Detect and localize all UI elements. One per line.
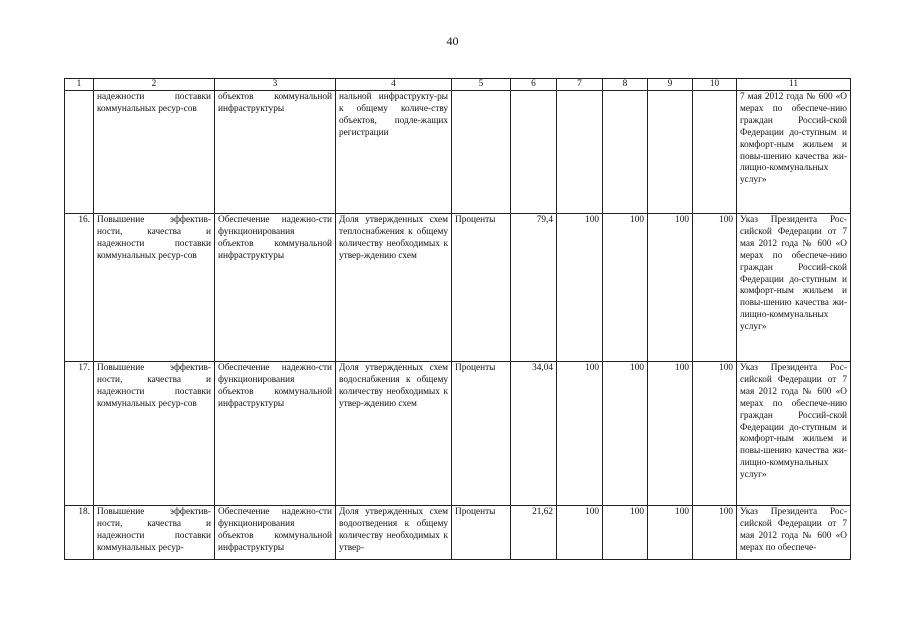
value-cell: 100 [603, 362, 648, 506]
value-cell: 100 [693, 362, 737, 506]
column-header: 2 [94, 79, 215, 91]
column-header: 1 [65, 79, 94, 91]
column-header: 9 [648, 79, 693, 91]
value-cell: 21,62 [511, 506, 557, 560]
value-cell: 79,4 [511, 214, 557, 362]
value-cell: 100 [557, 362, 603, 506]
value-cell: 100 [648, 506, 693, 560]
basis-cell: Указ Президента Рос-сийской Федерации от 7 мая 2012 года № 600 «О мерах по обеспече-нию граждан Россий-ской Федерации до-ступным и комфорт-ным жильем и повы-шению качества жи-лищно-коммунальных услуг» [737, 362, 851, 506]
value-cell: 100 [648, 362, 693, 506]
table-row [65, 362, 851, 506]
table-row [65, 214, 851, 362]
unit-cell: Проценты [452, 506, 511, 560]
value-cell: 100 [557, 506, 603, 560]
unit-cell: Проценты [452, 362, 511, 506]
goal-cell: Повышение эффектив-ности, качества и надежности поставки коммунальных ресур-сов [94, 362, 215, 506]
task-cell: объектов коммунальной инфраструктуры [215, 91, 336, 214]
table-row [65, 506, 851, 560]
basis-cell: 7 мая 2012 года № 600 «О мерах по обеспече-нию граждан Россий-ской Федерации до-ступным и комфорт-ным жильем и повы-шению качества жи-лищно-коммунальных услуг» [737, 91, 851, 214]
goal-cell: надежности поставки коммунальных ресур-сов [94, 91, 215, 214]
column-header: 4 [336, 79, 452, 91]
table-row [65, 91, 851, 214]
column-header: 8 [603, 79, 648, 91]
basis-cell: Указ Президента Рос-сийской Федерации от 7 мая 2012 года № 600 «О мерах по обеспече-нию граждан Россий-ской Федерации до-ступным и комфорт-ным жильем и повы-шению качества жи-лищно-коммунальных услуг» [737, 214, 851, 362]
column-header: 7 [557, 79, 603, 91]
unit-cell [452, 91, 511, 214]
task-cell: Обеспечение надежно-сти функционирования объектов коммунальной инфраструктуры [215, 506, 336, 560]
column-header: 6 [511, 79, 557, 91]
row-number: 16. [65, 214, 94, 362]
basis-cell: Указ Президента Рос-сийской Федерации от 7 мая 2012 года № 600 «О мерах по обеспече- [737, 506, 851, 560]
value-cell: 100 [648, 214, 693, 362]
value-cell: 100 [693, 506, 737, 560]
goal-cell: Повышение эффектив-ности, качества и надежности поставки коммунальных ресур- [94, 506, 215, 560]
value-cell: 100 [557, 214, 603, 362]
value-cell: 34,04 [511, 362, 557, 506]
unit-cell: Проценты [452, 214, 511, 362]
column-header: 10 [693, 79, 737, 91]
goal-cell: Повышение эффектив-ности, качества и надежности поставки коммунальных ресур-сов [94, 214, 215, 362]
row-number: 17. [65, 362, 94, 506]
row-number: 18. [65, 506, 94, 560]
value-cell [557, 91, 603, 214]
task-cell: Обеспечение надежно-сти функционирования объектов коммунальной инфраструктуры [215, 362, 336, 506]
value-cell [693, 91, 737, 214]
value-cell [511, 91, 557, 214]
column-header: 3 [215, 79, 336, 91]
value-cell [603, 91, 648, 214]
value-cell: 100 [603, 214, 648, 362]
column-header: 5 [452, 79, 511, 91]
indicators-table [64, 78, 851, 560]
value-cell [648, 91, 693, 214]
task-cell: Обеспечение надежно-сти функционирования объектов коммунальной инфраструктуры [215, 214, 336, 362]
indicator-cell: нальной инфраструкту-ры к общему количе-ству объектов, подле-жащих регистрации [336, 91, 452, 214]
row-number [65, 91, 94, 214]
page-number: 40 [446, 34, 459, 48]
column-number-row [65, 79, 851, 91]
value-cell: 100 [603, 506, 648, 560]
column-header: 11 [737, 79, 851, 91]
indicator-cell: Доля утвержденных схем водоснабжения к общему количеству необходимых к утвер-ждению схем [336, 362, 452, 506]
value-cell: 100 [693, 214, 737, 362]
indicator-cell: Доля утвержденных схем теплоснабжения к общему количеству необходимых к утвер-ждению схем [336, 214, 452, 362]
indicator-cell: Доля утвержденных схем водоотведения к общему количеству необходимых к утвер- [336, 506, 452, 560]
